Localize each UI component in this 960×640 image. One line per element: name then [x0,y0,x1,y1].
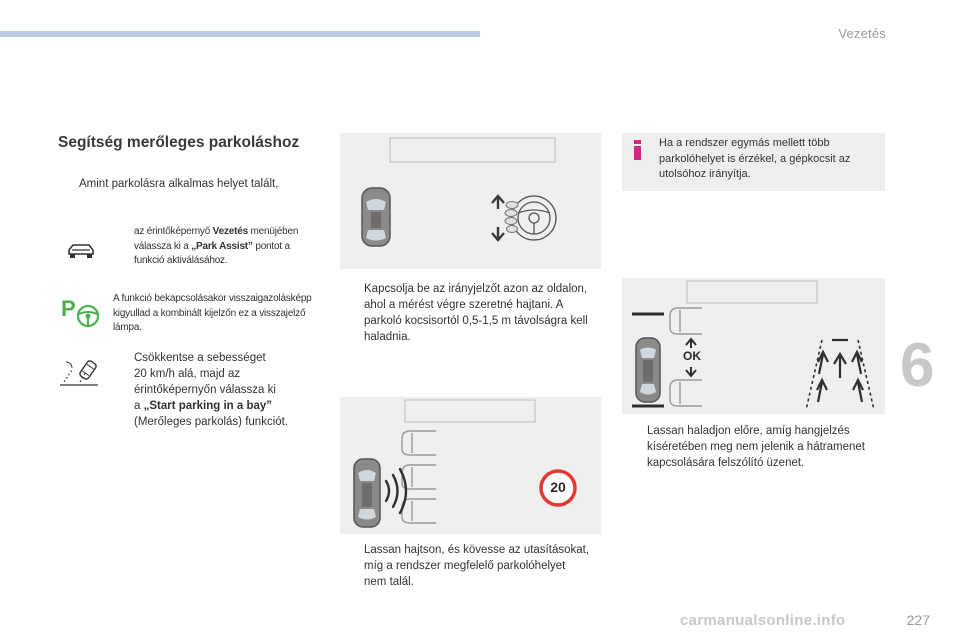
step-1-text: Amint parkolásra alkalmas helyet talált, [79,178,279,190]
page-number: 227 [906,612,930,628]
svg-text:P: P [61,296,76,321]
step-2-line: 20 km/h alá, majd az [134,368,241,380]
step-2-text [134,350,324,430]
park-assist-lamp-icon [60,294,102,330]
parking-manoeuvre-icon [58,358,100,388]
step-2-pre: a [134,400,144,412]
lamp-note: A funkció bekapcsolásakor visszaigazolásképp kigyullad a kombinált kijelzőn ez a visszajelző lámpa. [113,293,312,333]
chapter-title: Vezetés [838,26,886,41]
step-2-line: (Merőleges parkolás) funkciót. [134,416,289,428]
car-outline-icon [66,242,96,260]
ok-label: OK [683,349,701,363]
speed-limit-sign: 20 [550,479,566,495]
illustration-signal-panel [340,133,601,269]
info-text: Ha a rendszer egymás mellett több parkolóhelyet is érzékel, a gépkocsit az utolsóhoz irányítja. [659,137,851,180]
step-1a-text [134,225,319,269]
step-1a-post: pontot a funkció aktiválásához. [134,240,290,266]
step-1a-pre: az érintőképernyő [134,226,213,237]
function-name: „Start parking in a bay” [143,400,273,412]
chapter-tab-number: 6 [900,331,935,400]
watermark: carmanualsonline.info [680,612,846,629]
step-2-line [134,398,324,414]
header-accent-bar [0,31,480,37]
menu-name: Vezetés [212,226,248,237]
illustration-ok-panel [622,278,885,414]
section-title: Segítség merőleges parkoláshoz [58,134,300,151]
step-2-line: érintőképernyőn válassza ki [134,384,276,396]
step-1a-mid: menüjében válassza ki a [134,226,299,252]
step-5-text: Lassan haladjon előre, amíg hangjelzés kíséretében meg nem jelenik a hátramenet kapcsolására felszólító üzenet. [647,425,865,469]
info-icon [632,140,644,160]
step-2-line: Csökkentse a sebességet [134,352,266,364]
function-name: „Park Assist” [191,240,253,252]
illustration-speed-panel [340,397,601,534]
step-3-text: Kapcsolja be az irányjelzőt azon az oldalon, ahol a mérést végre szeretné hajtani. A parkoló kocsisortól 0,5-1,5 m távolságra kell haladnia. [364,283,588,343]
step-4-text: Lassan hajtson, és kövesse az utasításokat, míg a rendszer megfelelő parkolóhelyet nem talál. [364,544,590,588]
